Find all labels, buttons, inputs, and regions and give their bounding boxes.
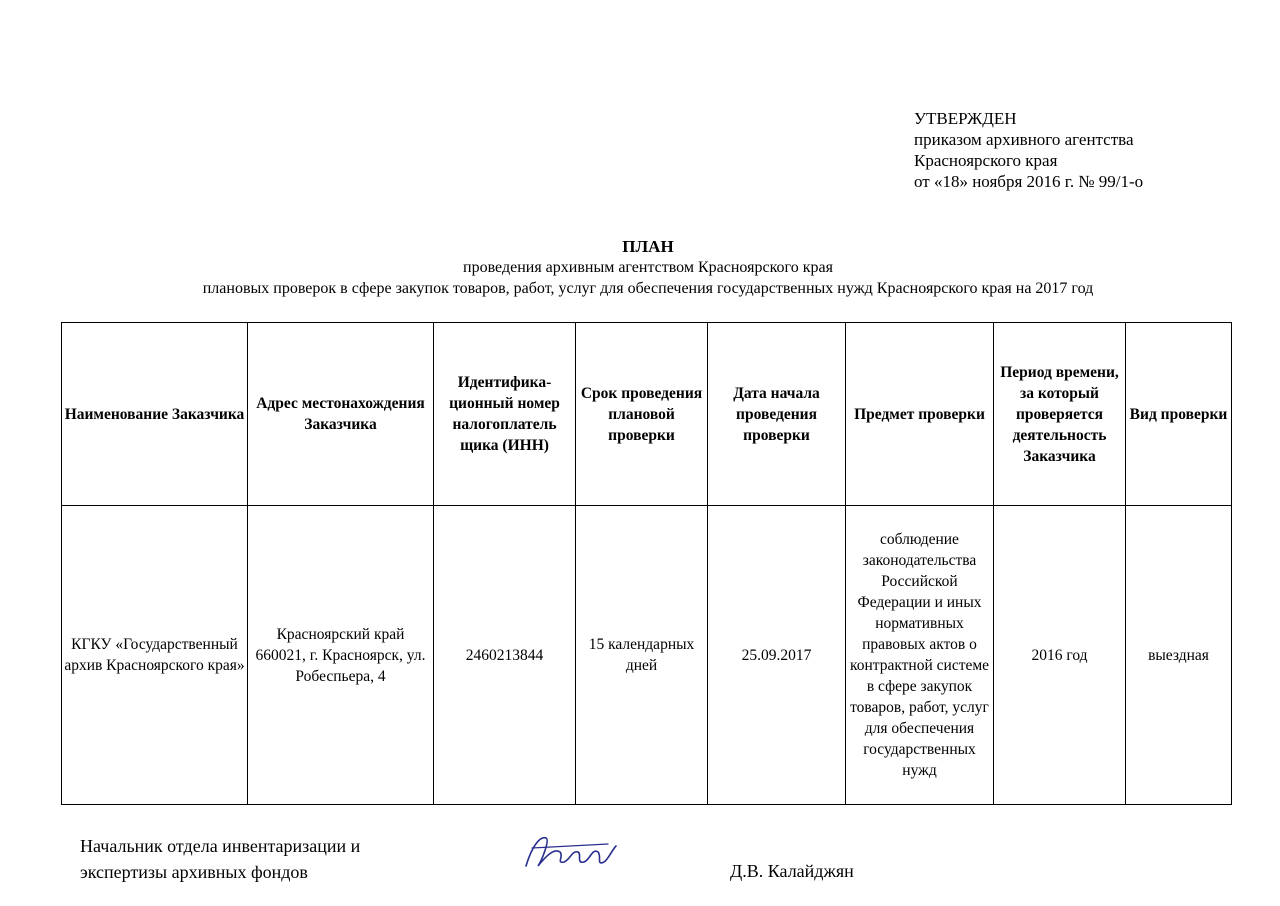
header-type: Вид проверки (1126, 323, 1232, 506)
table-row (62, 506, 1232, 805)
header-address: Адрес местонахождения Заказчика (248, 323, 434, 506)
handwritten-signature (520, 826, 620, 876)
table-header-row (62, 323, 1232, 506)
header-customer: Наименование Заказчика (62, 323, 248, 506)
cell-type: выездная (1126, 506, 1232, 805)
approval-region-line: Красноярского края (914, 151, 1058, 170)
document-title (0, 236, 1280, 299)
cell-duration: 15 календарных дней (576, 506, 708, 805)
signer-position-line1: Начальник отдела инвентаризации и (80, 836, 361, 856)
title-description: плановых проверок в сфере закупок товаров, работ, услуг для обеспечения государственных нужд Красноярского края на 2017 год (202, 280, 1094, 297)
title-plan: ПЛАН (622, 237, 674, 256)
approval-heading: УТВЕРЖДЕН (914, 109, 1017, 128)
approval-date-line: от «18» ноября 2016 г. № 99/1-о (914, 172, 1144, 191)
header-duration: Срок проведения плановой проверки (576, 323, 708, 506)
cell-start-date: 25.09.2017 (708, 506, 846, 805)
inspection-plan-table (61, 322, 1232, 805)
approval-block (914, 108, 1143, 192)
cell-inn: 2460213844 (434, 506, 576, 805)
cell-subject: соблюдение законодательства Российской Федерации и иных нормативных правовых актов о контрактной системе в сфере закупок товаров, работ, услуг для обеспечения государственных нужд (846, 506, 994, 805)
title-subtitle: проведения архивным агентством Красноярского края (463, 259, 833, 276)
signer-position-line2: экспертизы архивных фондов (80, 862, 308, 882)
signer-position (80, 833, 360, 885)
header-inn: Идентифика-ционный номер налогоплатель щика (ИНН) (434, 323, 576, 506)
header-start-date: Дата начала проведения проверки (708, 323, 846, 506)
signer-name: Д.В. Калайджян (730, 861, 854, 881)
cell-customer: КГКУ «Государственный архив Красноярского края» (62, 506, 248, 805)
approval-order-line: приказом архивного агентства (914, 130, 1134, 149)
header-subject: Предмет проверки (846, 323, 994, 506)
header-period: Период времени, за который проверяется деятельность Заказчика (994, 323, 1126, 506)
cell-address: Красноярский край 660021, г. Красноярск, ул. Робеспьера, 4 (248, 506, 434, 805)
cell-period: 2016 год (994, 506, 1126, 805)
